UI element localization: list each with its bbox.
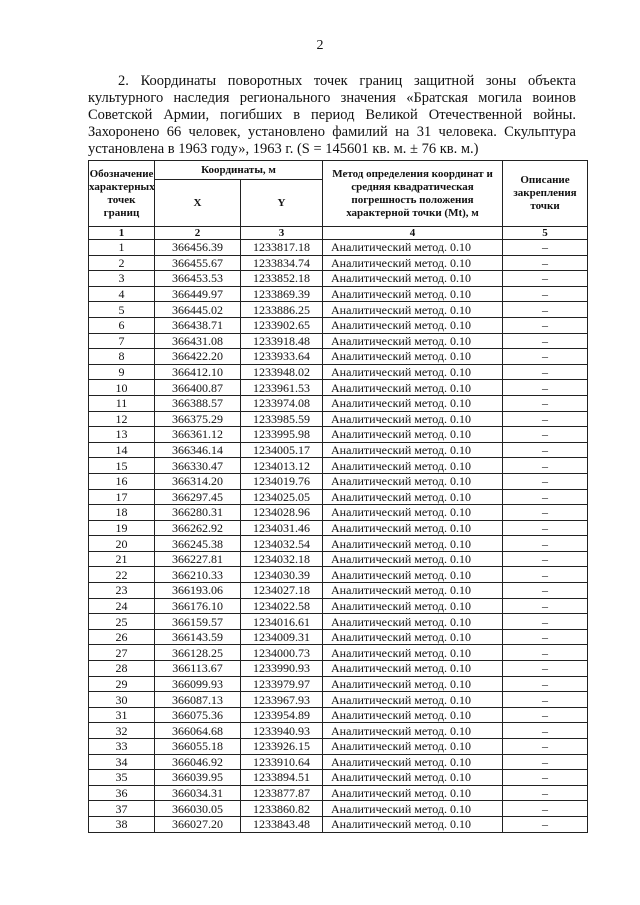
column-number: 2 bbox=[155, 227, 241, 240]
cell-x: 366297.45 bbox=[155, 489, 241, 505]
cell-point-number: 35 bbox=[89, 770, 155, 786]
cell-x: 366445.02 bbox=[155, 302, 241, 318]
cell-x: 366361.12 bbox=[155, 427, 241, 443]
cell-x: 366262.92 bbox=[155, 520, 241, 536]
table-row bbox=[89, 754, 588, 770]
cell-y: 1233918.48 bbox=[241, 333, 323, 349]
cell-description: – bbox=[503, 349, 588, 365]
table-row bbox=[89, 302, 588, 318]
cell-x: 366034.31 bbox=[155, 785, 241, 801]
cell-point-number: 4 bbox=[89, 286, 155, 302]
header-coordinates: Координаты, м bbox=[155, 161, 323, 180]
cell-point-number: 38 bbox=[89, 816, 155, 832]
cell-description: – bbox=[503, 567, 588, 583]
table-row bbox=[89, 349, 588, 365]
cell-method: Аналитический метод. 0.10 bbox=[323, 739, 503, 755]
cell-description: – bbox=[503, 317, 588, 333]
cell-y: 1233933.64 bbox=[241, 349, 323, 365]
cell-point-number: 15 bbox=[89, 458, 155, 474]
cell-x: 366193.06 bbox=[155, 583, 241, 599]
cell-point-number: 14 bbox=[89, 442, 155, 458]
cell-description: – bbox=[503, 442, 588, 458]
cell-method: Аналитический метод. 0.10 bbox=[323, 427, 503, 443]
cell-x: 366128.25 bbox=[155, 645, 241, 661]
cell-description: – bbox=[503, 240, 588, 256]
cell-description: – bbox=[503, 255, 588, 271]
header-method: Метод определения координат и средняя квадратическая погрешность положения характерной точки (Mt), м bbox=[323, 161, 503, 227]
cell-point-number: 21 bbox=[89, 551, 155, 567]
cell-method: Аналитический метод. 0.10 bbox=[323, 505, 503, 521]
cell-x: 366227.81 bbox=[155, 551, 241, 567]
cell-y: 1233990.93 bbox=[241, 661, 323, 677]
cell-description: – bbox=[503, 333, 588, 349]
cell-x: 366438.71 bbox=[155, 317, 241, 333]
cell-x: 366064.68 bbox=[155, 723, 241, 739]
cell-x: 366422.20 bbox=[155, 349, 241, 365]
cell-point-number: 8 bbox=[89, 349, 155, 365]
cell-method: Аналитический метод. 0.10 bbox=[323, 458, 503, 474]
table-row bbox=[89, 364, 588, 380]
table-row bbox=[89, 411, 588, 427]
cell-method: Аналитический метод. 0.10 bbox=[323, 286, 503, 302]
cell-y: 1233954.89 bbox=[241, 707, 323, 723]
cell-method: Аналитический метод. 0.10 bbox=[323, 567, 503, 583]
table-row bbox=[89, 427, 588, 443]
table-row bbox=[89, 785, 588, 801]
cell-method: Аналитический метод. 0.10 bbox=[323, 536, 503, 552]
table-row bbox=[89, 395, 588, 411]
cell-y: 1233967.93 bbox=[241, 692, 323, 708]
cell-y: 1233902.65 bbox=[241, 317, 323, 333]
cell-description: – bbox=[503, 286, 588, 302]
table-row bbox=[89, 567, 588, 583]
cell-method: Аналитический метод. 0.10 bbox=[323, 240, 503, 256]
column-number: 1 bbox=[89, 227, 155, 240]
table-row bbox=[89, 629, 588, 645]
cell-point-number: 22 bbox=[89, 567, 155, 583]
cell-x: 366456.39 bbox=[155, 240, 241, 256]
cell-x: 366075.36 bbox=[155, 707, 241, 723]
cell-method: Аналитический метод. 0.10 bbox=[323, 271, 503, 287]
column-number: 5 bbox=[503, 227, 588, 240]
cell-point-number: 9 bbox=[89, 364, 155, 380]
table-row bbox=[89, 739, 588, 755]
cell-point-number: 19 bbox=[89, 520, 155, 536]
cell-method: Аналитический метод. 0.10 bbox=[323, 785, 503, 801]
table-body bbox=[89, 240, 588, 833]
table-row bbox=[89, 333, 588, 349]
cell-point-number: 7 bbox=[89, 333, 155, 349]
cell-point-number: 2 bbox=[89, 255, 155, 271]
cell-point-number: 18 bbox=[89, 505, 155, 521]
table-row bbox=[89, 816, 588, 832]
cell-description: – bbox=[503, 676, 588, 692]
cell-x: 366245.38 bbox=[155, 536, 241, 552]
cell-x: 366314.20 bbox=[155, 473, 241, 489]
cell-y: 1234031.46 bbox=[241, 520, 323, 536]
table-row bbox=[89, 801, 588, 817]
cell-x: 366027.20 bbox=[155, 816, 241, 832]
cell-y: 1234032.54 bbox=[241, 536, 323, 552]
table-row bbox=[89, 645, 588, 661]
cell-description: – bbox=[503, 707, 588, 723]
cell-y: 1233860.82 bbox=[241, 801, 323, 817]
intro-text: 2. Координаты поворотных точек границ защитной зоны объекта культурного наследия регионального значения «Братская могила воинов Советской Армии, погибших в период Великой Отечественной войны. Захоронено 66 человек, установлено фамилий на 31 человека. Скульптура установлена в 1963 году», 1963 г. (S = 145601 кв. м. ± 76 кв. м.) bbox=[88, 73, 576, 157]
cell-x: 366143.59 bbox=[155, 629, 241, 645]
cell-method: Аналитический метод. 0.10 bbox=[323, 661, 503, 677]
cell-method: Аналитический метод. 0.10 bbox=[323, 349, 503, 365]
cell-x: 366431.08 bbox=[155, 333, 241, 349]
header-y: Y bbox=[241, 180, 323, 227]
cell-method: Аналитический метод. 0.10 bbox=[323, 770, 503, 786]
cell-description: – bbox=[503, 754, 588, 770]
table-row bbox=[89, 661, 588, 677]
cell-x: 366375.29 bbox=[155, 411, 241, 427]
cell-x: 366346.14 bbox=[155, 442, 241, 458]
cell-x: 366388.57 bbox=[155, 395, 241, 411]
cell-y: 1233852.18 bbox=[241, 271, 323, 287]
cell-method: Аналитический метод. 0.10 bbox=[323, 614, 503, 630]
cell-point-number: 20 bbox=[89, 536, 155, 552]
cell-y: 1234000.73 bbox=[241, 645, 323, 661]
cell-y: 1234025.05 bbox=[241, 489, 323, 505]
table-row bbox=[89, 505, 588, 521]
cell-description: – bbox=[503, 801, 588, 817]
cell-method: Аналитический метод. 0.10 bbox=[323, 317, 503, 333]
cell-method: Аналитический метод. 0.10 bbox=[323, 442, 503, 458]
table-row bbox=[89, 286, 588, 302]
cell-method: Аналитический метод. 0.10 bbox=[323, 395, 503, 411]
cell-point-number: 10 bbox=[89, 380, 155, 396]
cell-method: Аналитический метод. 0.10 bbox=[323, 723, 503, 739]
cell-description: – bbox=[503, 505, 588, 521]
cell-description: – bbox=[503, 816, 588, 832]
header-description: Описание закрепления точки bbox=[503, 161, 588, 227]
cell-x: 366030.05 bbox=[155, 801, 241, 817]
cell-y: 1233974.08 bbox=[241, 395, 323, 411]
cell-method: Аналитический метод. 0.10 bbox=[323, 333, 503, 349]
cell-method: Аналитический метод. 0.10 bbox=[323, 598, 503, 614]
cell-description: – bbox=[503, 645, 588, 661]
cell-point-number: 5 bbox=[89, 302, 155, 318]
cell-y: 1233877.87 bbox=[241, 785, 323, 801]
cell-point-number: 37 bbox=[89, 801, 155, 817]
cell-description: – bbox=[503, 473, 588, 489]
table-row bbox=[89, 692, 588, 708]
cell-method: Аналитический метод. 0.10 bbox=[323, 801, 503, 817]
cell-method: Аналитический метод. 0.10 bbox=[323, 692, 503, 708]
cell-point-number: 24 bbox=[89, 598, 155, 614]
cell-y: 1234032.18 bbox=[241, 551, 323, 567]
cell-description: – bbox=[503, 302, 588, 318]
cell-description: – bbox=[503, 411, 588, 427]
cell-y: 1233995.98 bbox=[241, 427, 323, 443]
cell-x: 366330.47 bbox=[155, 458, 241, 474]
intro-paragraph bbox=[88, 73, 576, 158]
cell-method: Аналитический метод. 0.10 bbox=[323, 364, 503, 380]
cell-method: Аналитический метод. 0.10 bbox=[323, 676, 503, 692]
column-number: 4 bbox=[323, 227, 503, 240]
cell-x: 366113.67 bbox=[155, 661, 241, 677]
cell-point-number: 25 bbox=[89, 614, 155, 630]
table-row bbox=[89, 380, 588, 396]
cell-y: 1233948.02 bbox=[241, 364, 323, 380]
coordinates-table bbox=[88, 160, 588, 833]
cell-description: – bbox=[503, 551, 588, 567]
cell-description: – bbox=[503, 598, 588, 614]
cell-y: 1233961.53 bbox=[241, 380, 323, 396]
cell-point-number: 28 bbox=[89, 661, 155, 677]
cell-x: 366455.67 bbox=[155, 255, 241, 271]
table-row bbox=[89, 255, 588, 271]
cell-method: Аналитический метод. 0.10 bbox=[323, 629, 503, 645]
cell-x: 366400.87 bbox=[155, 380, 241, 396]
cell-y: 1234030.39 bbox=[241, 567, 323, 583]
cell-y: 1233869.39 bbox=[241, 286, 323, 302]
cell-description: – bbox=[503, 614, 588, 630]
cell-method: Аналитический метод. 0.10 bbox=[323, 707, 503, 723]
cell-x: 366210.33 bbox=[155, 567, 241, 583]
cell-method: Аналитический метод. 0.10 bbox=[323, 473, 503, 489]
cell-y: 1234027.18 bbox=[241, 583, 323, 599]
table-row bbox=[89, 583, 588, 599]
cell-description: – bbox=[503, 629, 588, 645]
cell-y: 1233940.93 bbox=[241, 723, 323, 739]
cell-description: – bbox=[503, 785, 588, 801]
cell-description: – bbox=[503, 583, 588, 599]
cell-method: Аналитический метод. 0.10 bbox=[323, 520, 503, 536]
cell-description: – bbox=[503, 364, 588, 380]
cell-x: 366099.93 bbox=[155, 676, 241, 692]
column-number: 3 bbox=[241, 227, 323, 240]
cell-x: 366087.13 bbox=[155, 692, 241, 708]
cell-point-number: 6 bbox=[89, 317, 155, 333]
table-row bbox=[89, 614, 588, 630]
table-row bbox=[89, 551, 588, 567]
cell-method: Аналитический метод. 0.10 bbox=[323, 255, 503, 271]
cell-method: Аналитический метод. 0.10 bbox=[323, 302, 503, 318]
cell-method: Аналитический метод. 0.10 bbox=[323, 816, 503, 832]
cell-description: – bbox=[503, 692, 588, 708]
cell-description: – bbox=[503, 458, 588, 474]
cell-y: 1234013.12 bbox=[241, 458, 323, 474]
table-row bbox=[89, 317, 588, 333]
cell-y: 1233894.51 bbox=[241, 770, 323, 786]
cell-method: Аналитический метод. 0.10 bbox=[323, 411, 503, 427]
cell-point-number: 33 bbox=[89, 739, 155, 755]
cell-point-number: 17 bbox=[89, 489, 155, 505]
table-row bbox=[89, 770, 588, 786]
cell-y: 1233817.18 bbox=[241, 240, 323, 256]
cell-point-number: 16 bbox=[89, 473, 155, 489]
cell-y: 1234022.58 bbox=[241, 598, 323, 614]
cell-method: Аналитический метод. 0.10 bbox=[323, 551, 503, 567]
cell-y: 1234016.61 bbox=[241, 614, 323, 630]
cell-x: 366046.92 bbox=[155, 754, 241, 770]
cell-point-number: 3 bbox=[89, 271, 155, 287]
cell-point-number: 27 bbox=[89, 645, 155, 661]
cell-point-number: 36 bbox=[89, 785, 155, 801]
cell-y: 1234009.31 bbox=[241, 629, 323, 645]
cell-y: 1233886.25 bbox=[241, 302, 323, 318]
cell-description: – bbox=[503, 395, 588, 411]
table-row bbox=[89, 240, 588, 256]
table-row bbox=[89, 271, 588, 287]
cell-description: – bbox=[503, 661, 588, 677]
cell-method: Аналитический метод. 0.10 bbox=[323, 489, 503, 505]
cell-y: 1234005.17 bbox=[241, 442, 323, 458]
cell-point-number: 23 bbox=[89, 583, 155, 599]
page-number: 2 bbox=[316, 38, 324, 53]
cell-description: – bbox=[503, 427, 588, 443]
cell-x: 366039.95 bbox=[155, 770, 241, 786]
table-row bbox=[89, 676, 588, 692]
header-point-designation: Обозначение характерных точек границ bbox=[89, 161, 155, 227]
cell-x: 366453.53 bbox=[155, 271, 241, 287]
cell-y: 1233926.15 bbox=[241, 739, 323, 755]
cell-x: 366055.18 bbox=[155, 739, 241, 755]
cell-y: 1234028.96 bbox=[241, 505, 323, 521]
cell-point-number: 1 bbox=[89, 240, 155, 256]
cell-description: – bbox=[503, 723, 588, 739]
cell-x: 366176.10 bbox=[155, 598, 241, 614]
column-number-row bbox=[89, 227, 588, 240]
table-row bbox=[89, 458, 588, 474]
cell-y: 1233910.64 bbox=[241, 754, 323, 770]
table-row bbox=[89, 442, 588, 458]
cell-description: – bbox=[503, 536, 588, 552]
cell-point-number: 30 bbox=[89, 692, 155, 708]
cell-y: 1234019.76 bbox=[241, 473, 323, 489]
table-row bbox=[89, 489, 588, 505]
cell-point-number: 29 bbox=[89, 676, 155, 692]
cell-point-number: 32 bbox=[89, 723, 155, 739]
cell-description: – bbox=[503, 520, 588, 536]
cell-point-number: 13 bbox=[89, 427, 155, 443]
table-row bbox=[89, 707, 588, 723]
cell-description: – bbox=[503, 271, 588, 287]
table-row bbox=[89, 520, 588, 536]
table-row bbox=[89, 473, 588, 489]
cell-method: Аналитический метод. 0.10 bbox=[323, 380, 503, 396]
cell-x: 366280.31 bbox=[155, 505, 241, 521]
cell-x: 366412.10 bbox=[155, 364, 241, 380]
table-row bbox=[89, 723, 588, 739]
cell-y: 1233834.74 bbox=[241, 255, 323, 271]
cell-y: 1233985.59 bbox=[241, 411, 323, 427]
cell-method: Аналитический метод. 0.10 bbox=[323, 645, 503, 661]
cell-point-number: 26 bbox=[89, 629, 155, 645]
cell-description: – bbox=[503, 380, 588, 396]
cell-method: Аналитический метод. 0.10 bbox=[323, 583, 503, 599]
cell-point-number: 34 bbox=[89, 754, 155, 770]
cell-point-number: 31 bbox=[89, 707, 155, 723]
cell-y: 1233979.97 bbox=[241, 676, 323, 692]
cell-method: Аналитический метод. 0.10 bbox=[323, 754, 503, 770]
cell-point-number: 11 bbox=[89, 395, 155, 411]
table-row bbox=[89, 536, 588, 552]
cell-description: – bbox=[503, 770, 588, 786]
cell-description: – bbox=[503, 489, 588, 505]
header-x: X bbox=[155, 180, 241, 227]
table-row bbox=[89, 598, 588, 614]
cell-x: 366159.57 bbox=[155, 614, 241, 630]
cell-y: 1233843.48 bbox=[241, 816, 323, 832]
cell-description: – bbox=[503, 739, 588, 755]
cell-x: 366449.97 bbox=[155, 286, 241, 302]
cell-point-number: 12 bbox=[89, 411, 155, 427]
